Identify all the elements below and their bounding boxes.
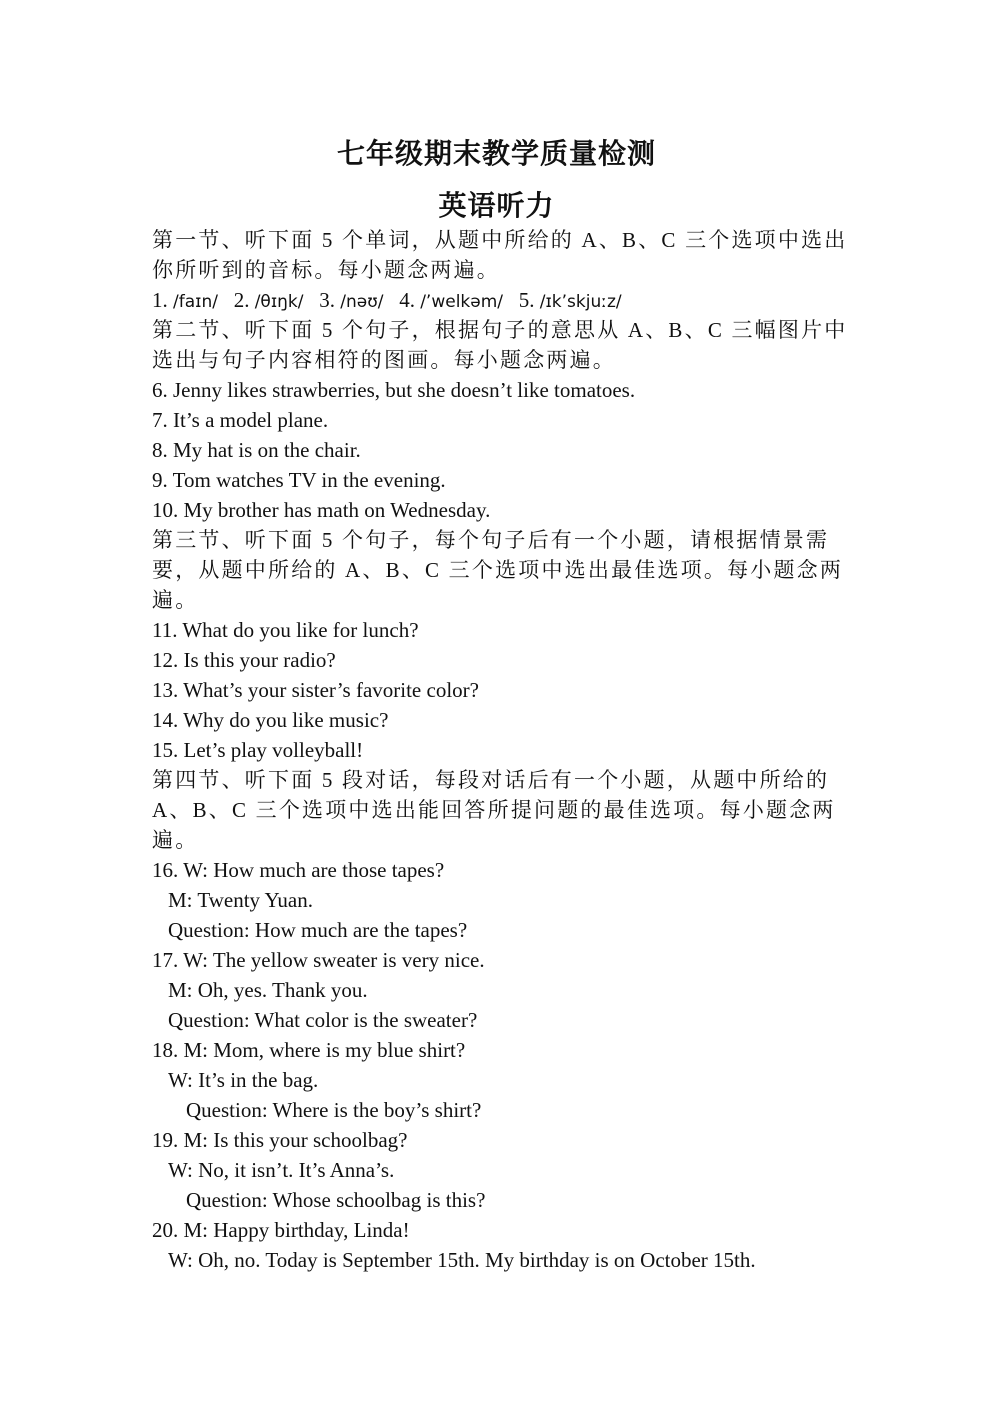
phonetic-number: 4. — [399, 288, 421, 312]
section-1-instruction-line: 你所听到的音标。每小题念两遍。 — [152, 258, 500, 282]
phonetic-symbol: /ɪk’skjuːz/ — [539, 292, 622, 312]
dialog-question: Question: Where is the boy’s shirt? — [186, 1098, 482, 1122]
dialog-line: W: Oh, no. Today is September 15th. My birthday is on October 15th. — [168, 1248, 756, 1272]
dialog-question: Question: How much are the tapes? — [168, 918, 468, 942]
dialog-question: Question: What color is the sweater? — [168, 1008, 478, 1032]
phonetic-symbol: /faɪn/ — [173, 292, 218, 312]
question-item: 13. What’s your sister’s favorite color? — [152, 678, 479, 702]
page-title: 七年级期末教学质量检测 — [336, 137, 656, 170]
phonetic-number: 5. — [518, 288, 540, 312]
phonetic-number: 3. — [319, 288, 341, 312]
question-item: 10. My brother has math on Wednesday. — [152, 498, 491, 522]
dialog-line: M: Twenty Yuan. — [168, 888, 313, 912]
phonetics-line — [152, 285, 844, 315]
phonetic-number: 1. — [152, 288, 173, 312]
phonetic-symbol: /θɪŋk/ — [254, 292, 304, 312]
dialog-question: Question: Whose schoolbag is this? — [186, 1188, 486, 1212]
dialog-line: 18. M: Mom, where is my blue shirt? — [152, 1038, 466, 1062]
phonetic-symbol: /’welkəm/ — [420, 292, 504, 312]
dialog-line: 19. M: Is this your schoolbag? — [152, 1128, 408, 1152]
section-3-instruction-line: 第三节、听下面 5 个句子，每个句子后有一个小题，请根据情景需 — [152, 528, 830, 552]
section-2-instruction-line: 第二节、听下面 5 个句子，根据句子的意思从 A、B、C 三幅图片中 — [152, 318, 848, 342]
dialog-line: 20. M: Happy birthday, Linda! — [152, 1218, 410, 1242]
dialog-line: W: It’s in the bag. — [168, 1068, 319, 1092]
dialog-line: W: No, it isn’t. It’s Anna’s. — [168, 1158, 395, 1182]
phonetic-symbol: /nəʊ/ — [340, 292, 384, 312]
section-1-instruction-line: 第一节、听下面 5 个单词，从题中所给的 A、B、C 三个选项中选出 — [152, 228, 848, 252]
question-item: 7. It’s a model plane. — [152, 408, 329, 432]
question-item: 8. My hat is on the chair. — [152, 438, 361, 462]
section-3-instruction-line: 遍。 — [152, 588, 199, 612]
question-item: 9. Tom watches TV in the evening. — [152, 468, 446, 492]
dialog-line: M: Oh, yes. Thank you. — [168, 978, 368, 1002]
question-item: 15. Let’s play volleyball! — [152, 738, 364, 762]
phonetic-number: 2. — [233, 288, 255, 312]
question-item: 11. What do you like for lunch? — [152, 618, 419, 642]
question-item: 12. Is this your radio? — [152, 648, 336, 672]
question-item: 14. Why do you like music? — [152, 708, 389, 732]
section-4-instruction-line: A、B、C 三个选项中选出能回答所提问题的最佳选项。每小题念两 — [152, 798, 836, 822]
section-4-instruction-line: 第四节、听下面 5 段对话，每段对话后有一个小题，从题中所给的 — [152, 768, 830, 792]
dialog-line: 16. W: How much are those tapes? — [152, 858, 445, 882]
question-item: 6. Jenny likes strawberries, but she doesn’t like tomatoes. — [152, 378, 636, 402]
section-3-instruction-line: 要，从题中所给的 A、B、C 三个选项中选出最佳选项。每小题念两 — [152, 558, 844, 582]
dialog-line: 17. W: The yellow sweater is very nice. — [152, 948, 485, 972]
section-2-instruction-line: 选出与句子内容相符的图画。每小题念两遍。 — [152, 348, 616, 372]
section-4-instruction-line: 遍。 — [152, 828, 199, 852]
page-subtitle: 英语听力 — [438, 189, 555, 222]
listening-script — [152, 225, 848, 1275]
